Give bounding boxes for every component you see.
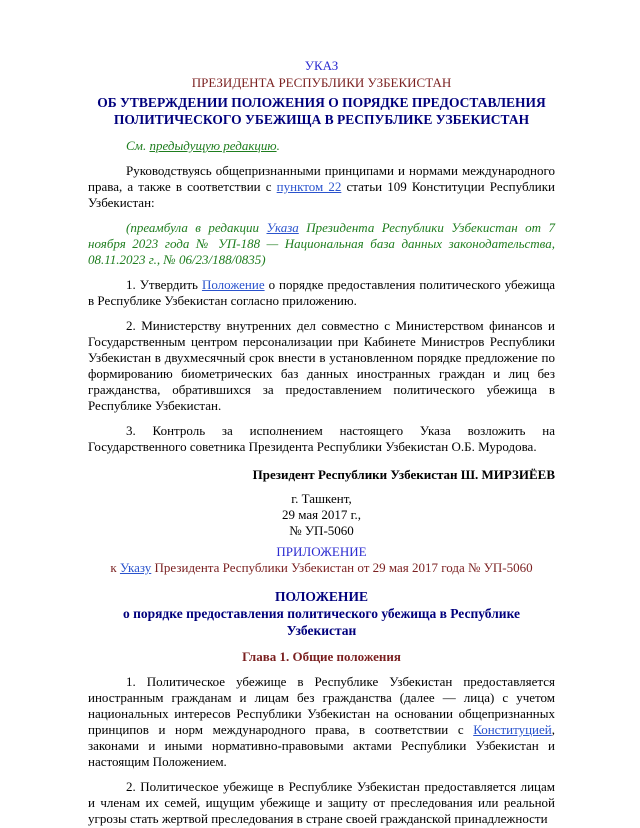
item1-text-2: о порядке предоставления политического убежища в Республике Узбекистан согласно приложению. [88,277,555,308]
annex-decree-link[interactable]: Указу [119,560,152,575]
annex-reference-line [88,560,555,576]
see-previous-prefix: См. [126,138,150,153]
amendment-text-1: (преамбула в редакции [126,220,267,235]
regulation-link[interactable]: Положение [201,277,265,292]
decree-number: № УП-5060 [289,523,354,538]
doc-kind-heading: УКАЗ [304,58,339,73]
doc-authority-heading: ПРЕЗИДЕНТА РЕСПУБЛИКИ УЗБЕКИСТАН [191,75,452,90]
preamble-paragraph [88,163,555,211]
preamble-text-2: статьи 109 Конституции Республики Узбекистан: [88,179,555,210]
point-22-link[interactable]: пунктом 22 [276,179,342,194]
regulation-paragraph-2: 2. Политическое убежище в Республике Узбекистан предоставляется лицам и членам их семей, ищущим убежище и защиту от преследования или реальной угрозы стать жертвой преследования в стране своей гражданской принадлежности [88,779,555,826]
reg-p1-text-1: 1. Политическое убежище в Республике Узбекистан предоставляется иностранным гражданам и лицам без гражданства (далее — лица) с учетом национальных интересов Республики Узбекистан на основании общепризнанных принципов и норм международного права, в соответствии с [88,674,555,737]
previous-edition-link[interactable]: предыдущую редакцию [149,138,277,153]
chapter-1-heading: Глава 1. Общие положения [242,649,401,664]
annex-heading: ПРИЛОЖЕНИЕ [276,544,367,559]
amendment-text-2: Президента Республики Узбекистан от 7 ноября 2023 года № УП-188 — Национальная база данных законодательства, 08.11.2023 г., № 06/23/188/0835) [88,220,555,267]
amendment-decree-link[interactable]: Указа [266,220,299,235]
regulation-title-line2: о порядке предоставления политического убежища в Республике Узбекистан [122,606,521,638]
signature-date: 29 мая 2017 г., [281,507,361,522]
regulation-paragraph-1 [88,674,555,770]
decree-item-3: 3. Контроль за исполнением настоящего Указа возложить на Государственного советника Президента Республики Узбекистан О.Б. Муродова. [88,423,555,454]
preamble-text-1: Руководствуясь общепризнанными принципами и нормами международного права, а также в соответствии с [88,163,555,194]
president-signature: Президент Республики Узбекистан Ш. МИРЗИЁЕВ [252,467,555,482]
see-previous-note [88,138,555,154]
annex-ref-suffix: Президента Республики Узбекистан от 29 мая 2017 года № УП-5060 [151,560,533,575]
reg-p1-text-2: , законами и иными нормативно-правовыми актами Республики Узбекистан и настоящим Положением. [88,722,555,769]
doc-title: ОБ УТВЕРЖДЕНИИ ПОЛОЖЕНИЯ О ПОРЯДКЕ ПРЕДОСТАВЛЕНИЯ ПОЛИТИЧЕСКОГО УБЕЖИЩА В РЕСПУБЛИКЕ УЗБЕКИСТАН [97,95,546,127]
signature-city: г. Ташкент, [291,491,352,506]
amendment-note [88,220,555,268]
item1-text-1: 1. Утвердить [126,277,202,292]
decree-item-2: 2. Министерству внутренних дел совместно с Министерством финансов и Государственным центром персонализации при Кабинете Министров Республики Узбекистан в двухмесячный срок внести в установленном порядке предложение по формированию биометрических баз данных иностранных граждан и лиц без гражданства, обратившихся за предоставлением политического убежища в Республике Узбекистан. [88,318,555,413]
regulation-title-line1: ПОЛОЖЕНИЕ [275,589,368,604]
constitution-link[interactable]: Конституцией [473,722,552,737]
annex-ref-prefix: к [110,560,120,575]
see-previous-suffix: . [276,138,280,153]
decree-item-1 [88,277,555,309]
